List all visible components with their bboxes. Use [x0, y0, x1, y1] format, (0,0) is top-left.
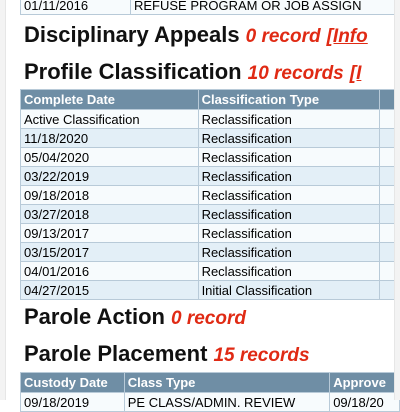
header-row: [21, 373, 400, 393]
complete-date-cell: 05/04/2020: [21, 148, 199, 167]
complete-date-cell: Active Classification: [21, 110, 199, 129]
complete-date-cell: 04/01/2016: [21, 262, 199, 281]
info-link[interactable]: [Info: [326, 26, 368, 47]
classification-type-cell: Reclassification: [198, 243, 380, 262]
complete-date-cell: 03/22/2019: [21, 167, 199, 186]
table-row: [21, 0, 396, 15]
table-row: [21, 167, 400, 186]
classification-type-cell: Reclassification: [198, 262, 380, 281]
class-type-cell: PE CLASS/ADMIN. REVIEW: [124, 393, 329, 412]
table-row: [21, 186, 400, 205]
table-row: [21, 262, 400, 281]
classification-type-cell: Initial Classification: [198, 281, 380, 300]
column-header-approve: Approve: [330, 373, 400, 393]
left-edge: [0, 0, 6, 400]
section-title: Disciplinary Appeals: [24, 22, 240, 47]
parole-action-heading: [24, 304, 246, 330]
profile-classification-heading: [24, 59, 361, 85]
column-header-class-type: Class Type: [124, 373, 329, 393]
custody-date-cell: 09/18/2019: [21, 393, 125, 412]
complete-date-cell: 09/13/2017: [21, 224, 199, 243]
disciplinary-table-tail: [20, 0, 396, 15]
section-title: Profile Classification: [24, 59, 242, 84]
parole-placement-table: [20, 372, 400, 412]
header-row: [21, 90, 400, 110]
column-header-classification-type: Classification Type: [198, 90, 380, 110]
column-header-custody-date: Custody Date: [21, 373, 125, 393]
disciplinary-appeals-heading: [24, 22, 368, 48]
classification-type-cell: Reclassification: [198, 148, 380, 167]
table-row: [21, 148, 400, 167]
classification-type-cell: Reclassification: [198, 110, 380, 129]
table-row: [21, 110, 400, 129]
classification-type-cell: Reclassification: [198, 129, 380, 148]
record-count: 0 record: [171, 308, 246, 329]
column-header-complete-date: Complete Date: [21, 90, 199, 110]
classification-type-cell: Reclassification: [198, 167, 380, 186]
record-count: 0 record: [245, 26, 321, 47]
type-cell: REFUSE PROGRAM OR JOB ASSIGN: [131, 0, 396, 15]
record-count: 15 records: [213, 345, 310, 366]
complete-date-cell: 03/27/2018: [21, 205, 199, 224]
table-row: [21, 129, 400, 148]
classification-type-cell: Reclassification: [198, 224, 380, 243]
info-link[interactable]: [I: [349, 63, 362, 84]
classification-type-cell: Reclassification: [198, 186, 380, 205]
profile-classification-table: [20, 89, 400, 300]
complete-date-cell: 04/27/2015: [21, 281, 199, 300]
table-row: [21, 281, 400, 300]
record-count: 10 records: [247, 63, 344, 84]
table-row: [21, 224, 400, 243]
complete-date-cell: 09/18/2018: [21, 186, 199, 205]
section-title: Parole Placement: [24, 341, 208, 366]
right-edge: [394, 0, 400, 400]
table-row: [21, 205, 400, 224]
complete-date-cell: 03/15/2017: [21, 243, 199, 262]
complete-date-cell: 11/18/2020: [21, 129, 199, 148]
table-row: [21, 393, 400, 412]
classification-type-cell: Reclassification: [198, 205, 380, 224]
parole-placement-heading: [24, 341, 310, 367]
table-row: [21, 243, 400, 262]
approve-cell: 09/18/20: [330, 393, 400, 412]
section-title: Parole Action: [24, 304, 165, 329]
date-cell: 01/11/2016: [21, 0, 131, 15]
